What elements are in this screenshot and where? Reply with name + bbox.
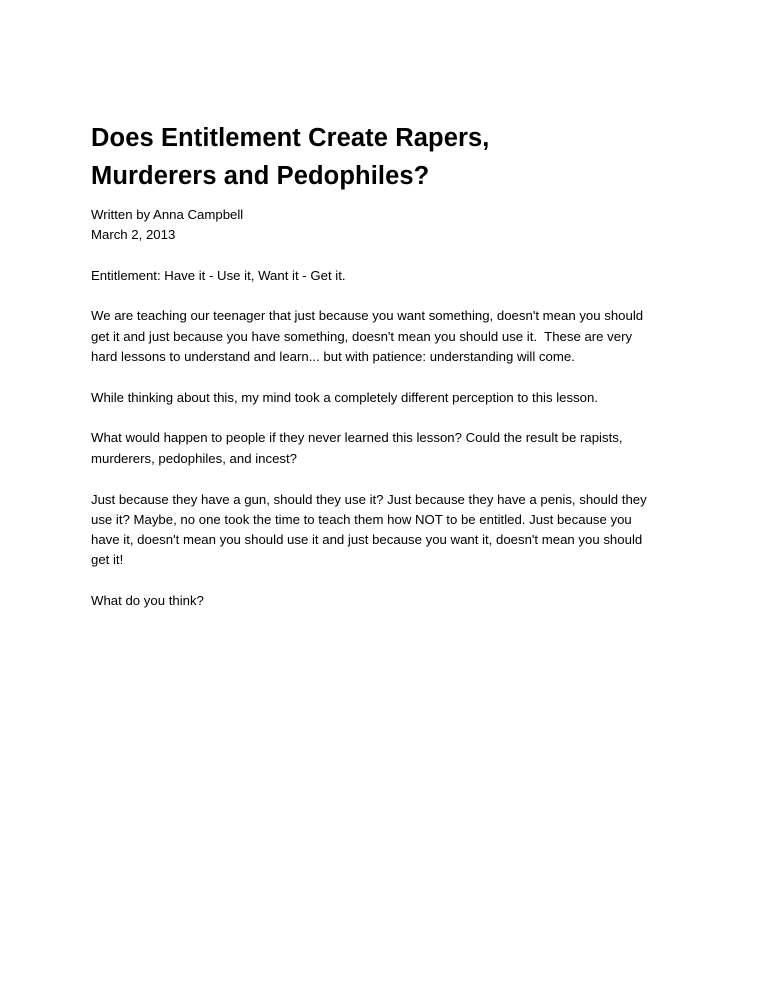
paragraph-line: use it? Maybe, no one took the time to teach them how NOT to be entitled. Just because you bbox=[91, 511, 632, 527]
spacer bbox=[91, 245, 691, 266]
paragraph-just-because bbox=[91, 490, 691, 571]
paragraph-closing bbox=[91, 591, 691, 611]
paragraph-line: Entitlement: Have it - Use it, Want it - Get it. bbox=[91, 267, 346, 283]
byline: Written by Anna Campbell bbox=[91, 207, 244, 222]
spacer bbox=[91, 408, 691, 429]
paragraph-perception bbox=[91, 388, 691, 408]
document-content bbox=[91, 119, 691, 612]
spacer bbox=[91, 571, 691, 592]
paragraph-line: While thinking about this, my mind took a completely different perception to this lesson. bbox=[91, 389, 599, 405]
title-line: Does Entitlement Create Rapers, bbox=[91, 124, 490, 152]
paragraph-line: murderers, pedophiles, and incest? bbox=[91, 450, 297, 466]
paragraph-tagline bbox=[91, 266, 691, 286]
paragraph-line: What do you think? bbox=[91, 593, 204, 609]
spacer bbox=[91, 286, 691, 307]
paragraph-line: We are teaching our teenager that just because you want something, doesn't mean you should bbox=[91, 308, 644, 324]
publish-date: March 2, 2013 bbox=[91, 227, 176, 242]
spacer bbox=[91, 367, 691, 388]
paragraph-line: hard lessons to understand and learn... but with patience: understanding will come. bbox=[91, 348, 575, 364]
paragraph-line: Just because they have a gun, should they use it? Just because they have a penis, should they bbox=[91, 491, 647, 507]
title-line: Murderers and Pedophiles? bbox=[91, 162, 430, 190]
paragraph-teaching bbox=[91, 306, 691, 367]
paragraph-line: get it and just because you have something, doesn't mean you should use it. These are very bbox=[91, 328, 633, 344]
paragraph-line: have it, doesn't mean you should use it and just because you want it, doesn't mean you should bbox=[91, 532, 643, 548]
paragraph-question bbox=[91, 428, 691, 469]
paragraph-line: What would happen to people if they never learned this lesson? Could the result be rapists, bbox=[91, 430, 623, 446]
spacer bbox=[91, 469, 691, 490]
paragraph-line: get it! bbox=[91, 552, 124, 568]
article-meta bbox=[91, 205, 691, 245]
document-title bbox=[91, 119, 691, 195]
